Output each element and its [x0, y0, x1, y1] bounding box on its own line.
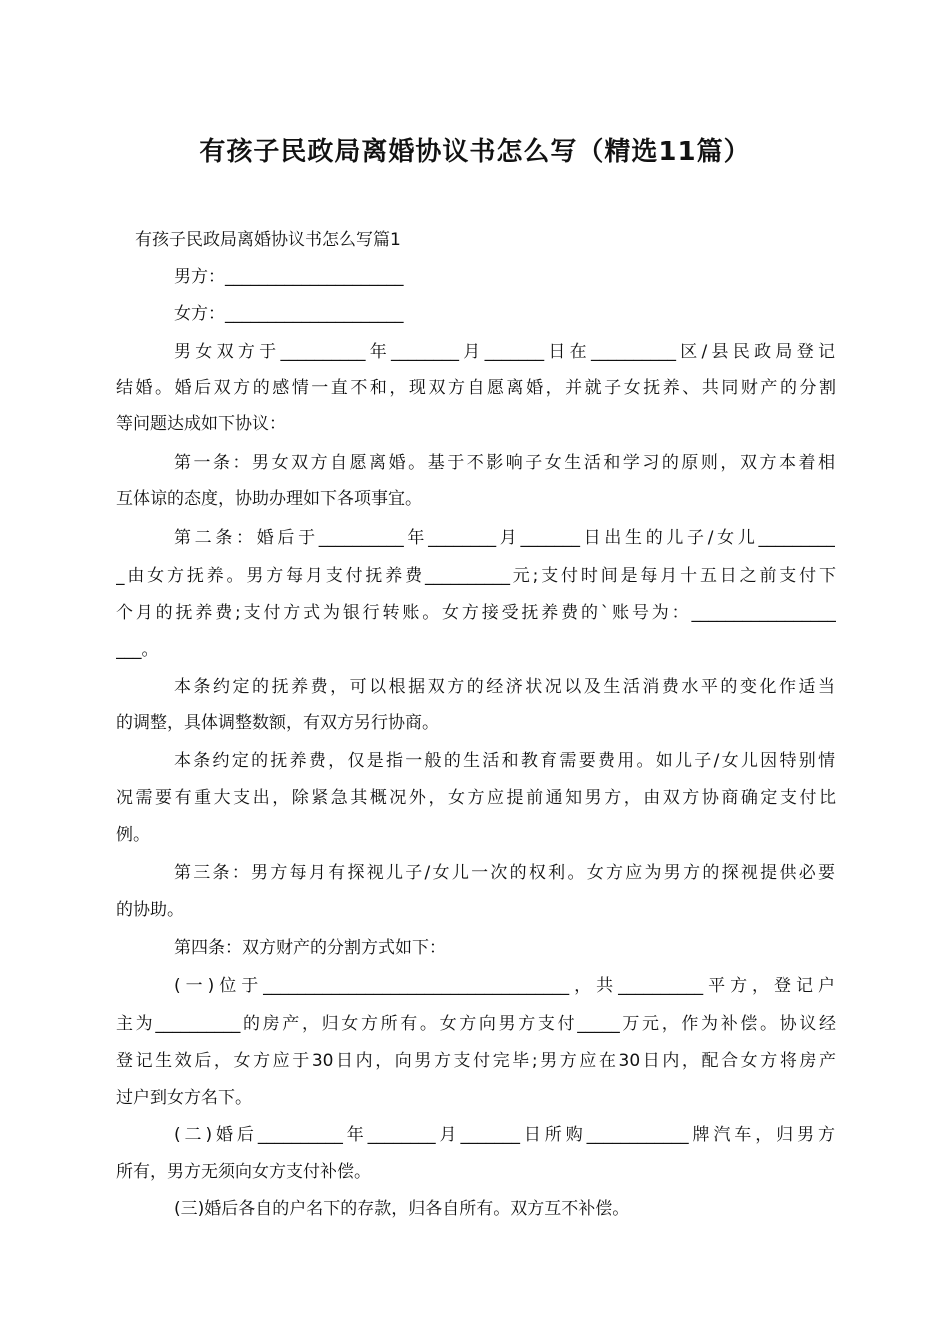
deposit-clause-line: (三)婚后各自的户名下的存款，归各自所有。双方互不补偿。: [174, 1199, 630, 1219]
article-three-line: 第三条：男方每月有探视儿子/女儿一次的权利。女方应为男方的探视提供必要: [174, 863, 835, 883]
vehicle-clause-line: 所有，男方无须向女方支付补偿。: [116, 1162, 371, 1182]
article-three-line: 的协助。: [116, 900, 184, 920]
property-clause-line: 登记生效后，女方应于30日内，向男方支付完毕;男方应在30日内，配合女方将房产: [116, 1051, 836, 1071]
article-two-line: ___。: [116, 640, 159, 660]
property-clause-line: (一)位于____________________________________，共__________平方，登记户: [174, 976, 835, 996]
paragraph-line: 等问题达成如下协议：: [116, 414, 286, 434]
paragraph-line: 本条约定的抚养费，仅是指一般的生活和教育需要费用。如儿子/女儿因特别情: [174, 751, 835, 771]
article-two-line: 第二条：婚后于__________年________月_______日出生的儿子/女儿_________: [174, 528, 835, 548]
paragraph-line: 例。: [116, 825, 150, 845]
document-title: 有孩子民政局离婚协议书怎么写（精选11篇）: [199, 137, 751, 167]
section-heading: 有孩子民政局离婚协议书怎么写篇1: [135, 230, 401, 250]
paragraph-line: 男女双方于__________年________月_______日在__________区/县民政局登记: [174, 342, 835, 362]
paragraph-line: 本条约定的抚养费，可以根据双方的经济状况以及生活消费水平的变化作适当: [174, 677, 835, 697]
paragraph-line: 结婚。婚后双方的感情一直不和，现双方自愿离婚，并就子女抚养、共同财产的分割: [116, 378, 836, 398]
article-one-line: 互体谅的态度，协助办理如下各项事宜。: [116, 489, 422, 509]
article-one-line: 第一条：男女双方自愿离婚。基于不影响子女生活和学习的原则，双方本着相: [174, 453, 835, 473]
article-four-heading: 第四条：双方财产的分割方式如下：: [174, 938, 446, 958]
article-two-line: 个月的抚养费;支付方式为银行转账。女方接受抚养费的`账号为：_________________: [116, 603, 836, 623]
property-clause-line: 主为__________的房产，归女方所有。女方向男方支付_____万元，作为补偿。协议经: [116, 1014, 836, 1034]
paragraph-line: 的调整，具体调整数额，有双方另行协商。: [116, 713, 439, 733]
article-two-line: _由女方抚养。男方每月支付抚养费__________元;支付时间是每月十五日之前支付下: [116, 566, 836, 586]
male-party-field: 男方：_____________________: [174, 267, 404, 287]
female-party-field: 女方：_____________________: [174, 304, 404, 324]
paragraph-line: 况需要有重大支出，除紧急其概况外，女方应提前通知男方，由双方协商确定支付比: [116, 788, 836, 808]
property-clause-line: 过户到女方名下。: [116, 1088, 252, 1108]
vehicle-clause-line: (二)婚后__________年________月_______日所购____________牌汽车，归男方: [174, 1125, 835, 1145]
